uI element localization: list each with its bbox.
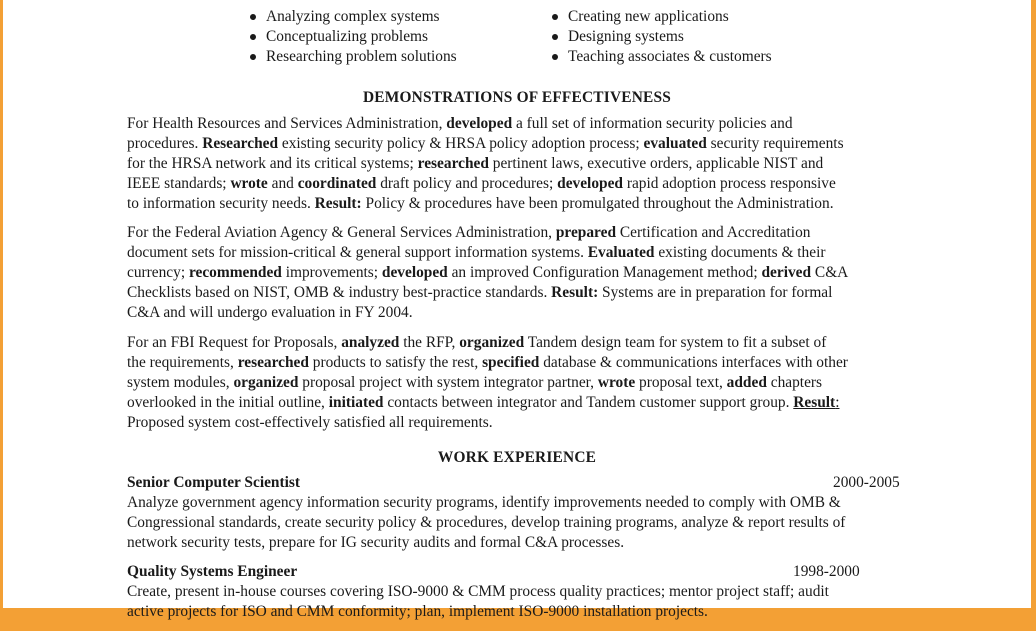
job-dates: 2000-2005: [833, 474, 900, 492]
bold-text-run: developed: [381, 264, 448, 282]
text-run: existing security policy & HRSA policy adoption process;: [278, 134, 644, 152]
bold-text-run: researched: [417, 154, 489, 172]
skills-column-right: [550, 7, 772, 67]
text-run: chapters: [766, 373, 823, 391]
bold-text-run: organized: [233, 373, 299, 391]
job-header: [127, 562, 917, 582]
text-run: pertinent laws, executive orders, applicable NIST and: [488, 154, 824, 172]
job-title: Quality Systems Engineer: [127, 563, 298, 581]
job-header: [127, 473, 917, 493]
text-run: Certification and Accreditation: [616, 224, 811, 242]
text-run: proposal text,: [635, 373, 727, 391]
text-run: products to satisfy the rest,: [308, 353, 483, 371]
bold-text-run: wrote: [597, 373, 636, 391]
bold-text-run: organized: [459, 333, 525, 351]
paragraph-line: [127, 373, 917, 393]
skill-item: Creating new applications: [550, 7, 772, 27]
bold-text-run: derived: [761, 264, 812, 282]
paragraph-line: [127, 353, 917, 373]
skills-column-left: [248, 7, 457, 67]
bold-text-run: wrote: [230, 174, 268, 192]
paragraph-line: [127, 263, 917, 283]
job-entry: [127, 562, 917, 622]
text-run: overlooked in the initial outline,: [127, 393, 329, 411]
paragraph-line: [127, 303, 917, 323]
bold-text-run: added: [726, 373, 767, 391]
section-heading-work-experience: WORK EXPERIENCE: [437, 448, 597, 466]
text-run: For Health Resources and Services Administration,: [127, 114, 447, 132]
skills-list: [127, 7, 917, 73]
text-run: Policy & procedures have been promulgated throughout the Administration.: [361, 194, 834, 212]
skill-item: Conceptualizing problems: [248, 27, 457, 47]
bold-text-run: coordinated: [297, 174, 377, 192]
text-run: a full set of information security policies and: [512, 114, 793, 132]
bold-text-run: analyzed: [341, 333, 400, 351]
bold-text-run: initiated: [328, 393, 384, 411]
job-description-line: Analyze government agency information security programs, identify improvements needed to comply with OMB &: [127, 494, 841, 512]
bold-text-run: developed: [446, 114, 513, 132]
text-run: the requirements,: [127, 353, 238, 371]
text-run: draft policy and procedures;: [376, 174, 558, 192]
bold-text-run: Researched: [202, 134, 279, 152]
text-run: C&A: [811, 264, 849, 282]
paragraph-line: [127, 134, 917, 154]
bold-text-run: Result:: [551, 284, 599, 302]
bold-text-run: Result: [793, 393, 836, 411]
paragraph-line: [127, 243, 917, 263]
bold-text-run: recommended: [188, 264, 282, 282]
text-run: system modules,: [127, 373, 234, 391]
text-run: For the Federal Aviation Agency & General Services Administration,: [127, 224, 556, 242]
paragraph-line: [127, 413, 917, 433]
skill-item: Teaching associates & customers: [550, 47, 772, 67]
paragraph-line: [127, 333, 917, 353]
text-run: Systems are in preparation for formal: [598, 284, 833, 302]
bold-text-run: Result:: [314, 194, 362, 212]
skill-item: Researching problem solutions: [248, 47, 457, 67]
text-run: to information security needs.: [127, 194, 315, 212]
bold-text-run: developed: [557, 174, 623, 192]
text-run: :: [835, 393, 840, 411]
text-run: database & communications interfaces with other: [539, 353, 848, 371]
text-run: improvements;: [281, 264, 382, 282]
text-run: and: [267, 174, 298, 192]
achievement-paragraph: [127, 223, 917, 323]
paragraph-line: [127, 194, 917, 214]
text-run: document sets for mission-critical & general support information systems.: [127, 244, 588, 262]
document-page: [3, 0, 1031, 621]
job-dates: 1998-2000: [793, 563, 860, 581]
text-run: proposal project with system integrator partner,: [298, 373, 598, 391]
text-run: the RFP,: [399, 333, 460, 351]
text-run: currency;: [127, 264, 189, 282]
text-run: an improved Configuration Management method;: [447, 264, 762, 282]
achievement-paragraph: [127, 114, 917, 214]
text-run: existing documents & their: [654, 244, 826, 262]
bold-text-run: prepared: [555, 224, 617, 242]
bold-text-run: specified: [482, 353, 540, 371]
demonstrations-section: [127, 114, 917, 433]
bold-text-run: researched: [237, 353, 309, 371]
achievement-paragraph: [127, 333, 917, 433]
text-run: IEEE standards;: [127, 174, 231, 192]
bold-text-run: Evaluated: [587, 244, 655, 262]
skill-item: Designing systems: [550, 27, 772, 47]
text-run: procedures.: [127, 134, 203, 152]
text-run: rapid adoption process responsive: [622, 174, 836, 192]
job-description-line: active projects for ISO and CMM conformity; plan, implement ISO-9000 installation projects.: [127, 603, 708, 621]
job-title: Senior Computer Scientist: [127, 474, 301, 492]
paragraph-line: [127, 393, 917, 413]
paragraph-line: [127, 174, 917, 194]
text-run: contacts between integrator and Tandem customer support group.: [383, 393, 794, 411]
paragraph-line: [127, 223, 917, 243]
text-run: Proposed system cost-effectively satisfied all requirements.: [127, 413, 493, 431]
paragraph-line: [127, 283, 917, 303]
text-run: Checklists based on NIST, OMB & industry best-practice standards.: [127, 284, 552, 302]
text-run: for the HRSA network and its critical systems;: [127, 154, 418, 172]
text-run: C&A and will undergo evaluation in FY 2004.: [127, 304, 413, 322]
bold-text-run: evaluated: [643, 134, 707, 152]
paragraph-line: [127, 114, 917, 134]
job-entry: [127, 473, 917, 553]
text-run: security requirements: [706, 134, 844, 152]
resume-content: [127, 0, 917, 631]
job-description-line: network security tests, prepare for IG security audits and formal C&A processes.: [127, 534, 625, 552]
text-run: Tandem design team for system to fit a subset of: [524, 333, 827, 351]
job-description-line: Congressional standards, create security policy & procedures, develop training programs, analyze & report results of: [127, 514, 846, 532]
section-heading-demonstrations: DEMONSTRATIONS OF EFFECTIVENESS: [362, 89, 672, 106]
paragraph-line: [127, 154, 917, 174]
skill-item: Analyzing complex systems: [248, 7, 457, 27]
job-description-line: Create, present in-house courses covering ISO-9000 & CMM process quality practices; mentor project staff; audit: [127, 583, 829, 601]
text-run: For an FBI Request for Proposals,: [127, 333, 342, 351]
